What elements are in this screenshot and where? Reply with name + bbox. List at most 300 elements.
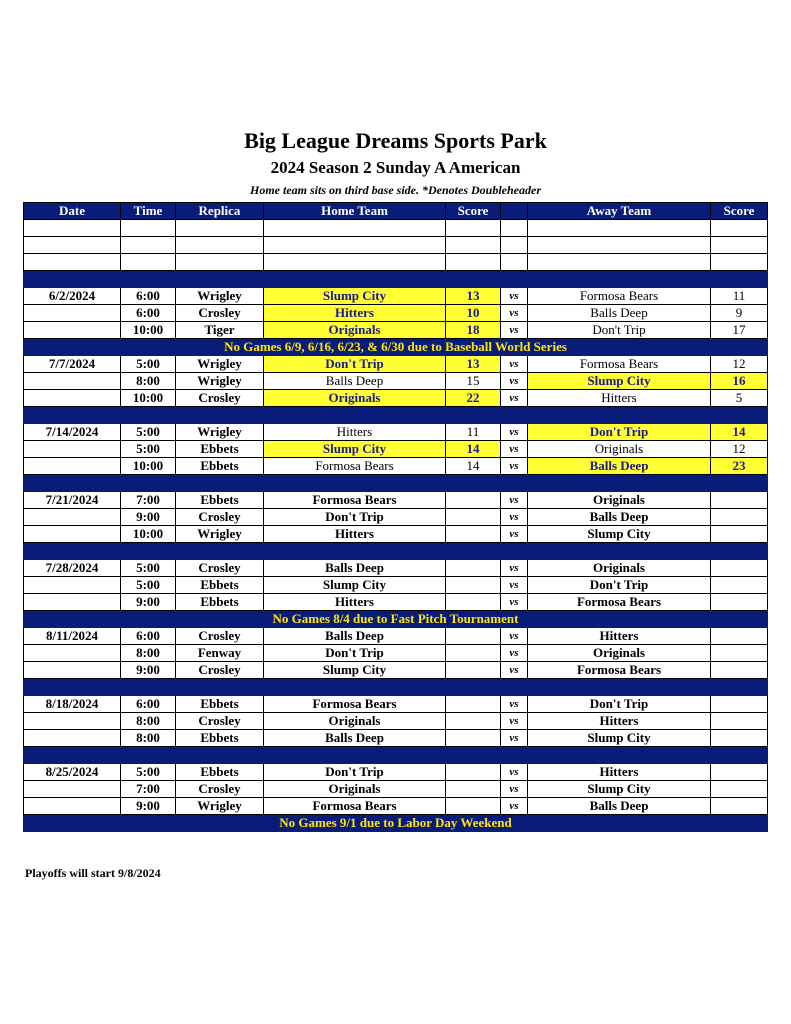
separator-row xyxy=(24,407,768,424)
time-cell: 8:00 xyxy=(121,730,176,747)
empty-cell xyxy=(446,475,501,492)
away-score-cell xyxy=(711,526,768,543)
time-cell: 8:00 xyxy=(121,713,176,730)
date-cell xyxy=(24,713,121,730)
home-team-cell: Balls Deep xyxy=(264,373,446,390)
home-team-cell: Originals xyxy=(264,390,446,407)
away-team-cell: Don't Trip xyxy=(528,577,711,594)
vs-cell: vs xyxy=(501,458,528,475)
empty-cell xyxy=(24,543,121,560)
home-score-cell: 13 xyxy=(446,288,501,305)
empty-cell xyxy=(121,271,176,288)
replica-cell: Wrigley xyxy=(176,356,264,373)
date-cell xyxy=(24,798,121,815)
replica-cell: Wrigley xyxy=(176,798,264,815)
game-row xyxy=(24,696,768,713)
empty-cell xyxy=(176,407,264,424)
away-team-cell: Formosa Bears xyxy=(528,356,711,373)
home-team-cell: Slump City xyxy=(264,441,446,458)
game-row xyxy=(24,492,768,509)
away-team-cell: Don't Trip xyxy=(528,696,711,713)
col-home-team-header: Home Team xyxy=(264,203,446,220)
away-team-cell: Hitters xyxy=(528,713,711,730)
away-score-cell: 9 xyxy=(711,305,768,322)
date-cell: 7/7/2024 xyxy=(24,356,121,373)
vs-cell: vs xyxy=(501,628,528,645)
empty-cell xyxy=(711,543,768,560)
empty-cell xyxy=(264,237,446,254)
date-cell xyxy=(24,577,121,594)
empty-cell xyxy=(528,254,711,271)
replica-cell: Ebbets xyxy=(176,458,264,475)
time-cell: 9:00 xyxy=(121,798,176,815)
empty-cell xyxy=(711,407,768,424)
empty-cell xyxy=(176,543,264,560)
notice-row xyxy=(24,815,768,832)
away-team-cell: Hitters xyxy=(528,628,711,645)
game-row xyxy=(24,713,768,730)
away-score-cell xyxy=(711,628,768,645)
empty-cell xyxy=(24,407,121,424)
col-time-header: Time xyxy=(121,203,176,220)
empty-cell xyxy=(264,543,446,560)
game-row xyxy=(24,560,768,577)
game-row xyxy=(24,305,768,322)
time-cell: 7:00 xyxy=(121,492,176,509)
time-cell: 5:00 xyxy=(121,441,176,458)
home-score-cell xyxy=(446,798,501,815)
time-cell: 10:00 xyxy=(121,458,176,475)
replica-cell: Wrigley xyxy=(176,526,264,543)
replica-cell: Ebbets xyxy=(176,730,264,747)
date-cell xyxy=(24,645,121,662)
away-team-cell: Formosa Bears xyxy=(528,288,711,305)
empty-cell xyxy=(528,747,711,764)
header-row xyxy=(24,203,768,220)
replica-cell: Wrigley xyxy=(176,424,264,441)
home-team-cell: Balls Deep xyxy=(264,628,446,645)
date-cell xyxy=(24,305,121,322)
empty-cell xyxy=(501,271,528,288)
home-score-cell: 14 xyxy=(446,458,501,475)
away-team-cell: Originals xyxy=(528,645,711,662)
away-score-cell xyxy=(711,730,768,747)
home-score-cell xyxy=(446,492,501,509)
col-away-score-header: Score xyxy=(711,203,768,220)
empty-cell xyxy=(528,220,711,237)
replica-cell: Ebbets xyxy=(176,441,264,458)
empty-cell xyxy=(501,237,528,254)
notice-row xyxy=(24,611,768,628)
home-score-cell: 11 xyxy=(446,424,501,441)
time-cell: 9:00 xyxy=(121,662,176,679)
home-score-cell xyxy=(446,628,501,645)
vs-cell: vs xyxy=(501,288,528,305)
date-cell: 6/2/2024 xyxy=(24,288,121,305)
away-score-cell xyxy=(711,492,768,509)
home-score-cell xyxy=(446,560,501,577)
empty-cell xyxy=(121,543,176,560)
empty-cell xyxy=(264,679,446,696)
home-team-cell: Slump City xyxy=(264,577,446,594)
away-score-cell: 17 xyxy=(711,322,768,339)
date-cell xyxy=(24,509,121,526)
time-cell: 6:00 xyxy=(121,288,176,305)
empty-cell xyxy=(176,237,264,254)
blank-row xyxy=(24,237,768,254)
empty-cell xyxy=(24,271,121,288)
empty-cell xyxy=(446,271,501,288)
empty-cell xyxy=(711,237,768,254)
empty-cell xyxy=(528,271,711,288)
home-team-cell: Don't Trip xyxy=(264,509,446,526)
vs-cell: vs xyxy=(501,730,528,747)
game-row xyxy=(24,373,768,390)
away-score-cell: 5 xyxy=(711,390,768,407)
empty-cell xyxy=(176,271,264,288)
time-cell: 5:00 xyxy=(121,560,176,577)
away-team-cell: Balls Deep xyxy=(528,509,711,526)
empty-cell xyxy=(446,220,501,237)
replica-cell: Crosley xyxy=(176,390,264,407)
home-score-cell: 13 xyxy=(446,356,501,373)
home-score-cell xyxy=(446,577,501,594)
empty-cell xyxy=(264,220,446,237)
vs-cell: vs xyxy=(501,373,528,390)
empty-cell xyxy=(711,220,768,237)
empty-cell xyxy=(711,679,768,696)
empty-cell xyxy=(528,679,711,696)
empty-cell xyxy=(501,747,528,764)
schedule-note: Home team sits on third base side. *Denotes Doubleheader xyxy=(250,183,541,197)
vs-cell: vs xyxy=(501,781,528,798)
away-score-cell: 14 xyxy=(711,424,768,441)
date-cell xyxy=(24,594,121,611)
home-team-cell: Don't Trip xyxy=(264,645,446,662)
home-score-cell xyxy=(446,781,501,798)
home-score-cell xyxy=(446,662,501,679)
game-row xyxy=(24,594,768,611)
date-cell xyxy=(24,373,121,390)
time-cell: 5:00 xyxy=(121,577,176,594)
time-cell: 8:00 xyxy=(121,645,176,662)
vs-cell: vs xyxy=(501,645,528,662)
empty-cell xyxy=(711,475,768,492)
empty-cell xyxy=(711,747,768,764)
time-cell: 5:00 xyxy=(121,764,176,781)
home-score-cell xyxy=(446,696,501,713)
empty-cell xyxy=(24,747,121,764)
replica-cell: Ebbets xyxy=(176,492,264,509)
season-title: 2024 Season 2 Sunday A American xyxy=(270,158,521,177)
empty-cell xyxy=(528,543,711,560)
home-score-cell: 22 xyxy=(446,390,501,407)
col-home-score-header: Score xyxy=(446,203,501,220)
replica-cell: Crosley xyxy=(176,628,264,645)
replica-cell: Ebbets xyxy=(176,594,264,611)
away-score-cell xyxy=(711,781,768,798)
home-team-cell: Originals xyxy=(264,713,446,730)
game-row xyxy=(24,730,768,747)
away-score-cell xyxy=(711,696,768,713)
away-team-cell: Originals xyxy=(528,441,711,458)
schedule-table xyxy=(23,202,768,832)
notice-text: No Games 8/4 due to Fast Pitch Tournament xyxy=(24,611,768,628)
game-row xyxy=(24,526,768,543)
away-score-cell xyxy=(711,560,768,577)
replica-cell: Crosley xyxy=(176,662,264,679)
empty-cell xyxy=(528,407,711,424)
empty-cell xyxy=(24,475,121,492)
time-cell: 6:00 xyxy=(121,305,176,322)
time-cell: 10:00 xyxy=(121,526,176,543)
vs-cell: vs xyxy=(501,305,528,322)
empty-cell xyxy=(176,747,264,764)
home-score-cell xyxy=(446,764,501,781)
game-row xyxy=(24,764,768,781)
empty-cell xyxy=(446,237,501,254)
empty-cell xyxy=(176,475,264,492)
away-team-cell: Formosa Bears xyxy=(528,594,711,611)
time-cell: 5:00 xyxy=(121,424,176,441)
date-cell xyxy=(24,322,121,339)
date-cell: 7/21/2024 xyxy=(24,492,121,509)
away-team-cell: Formosa Bears xyxy=(528,662,711,679)
away-score-cell xyxy=(711,645,768,662)
home-score-cell xyxy=(446,526,501,543)
away-team-cell: Balls Deep xyxy=(528,798,711,815)
date-cell xyxy=(24,390,121,407)
time-cell: 6:00 xyxy=(121,696,176,713)
home-score-cell xyxy=(446,594,501,611)
away-score-cell xyxy=(711,798,768,815)
away-team-cell: Balls Deep xyxy=(528,305,711,322)
date-cell: 7/28/2024 xyxy=(24,560,121,577)
time-cell: 5:00 xyxy=(121,356,176,373)
away-score-cell xyxy=(711,509,768,526)
home-score-cell xyxy=(446,645,501,662)
vs-cell: vs xyxy=(501,560,528,577)
replica-cell: Ebbets xyxy=(176,577,264,594)
empty-cell xyxy=(528,475,711,492)
empty-cell xyxy=(264,254,446,271)
vs-cell: vs xyxy=(501,390,528,407)
col-replica-header: Replica xyxy=(176,203,264,220)
away-team-cell: Slump City xyxy=(528,781,711,798)
empty-cell xyxy=(446,407,501,424)
vs-cell: vs xyxy=(501,492,528,509)
empty-cell xyxy=(446,254,501,271)
vs-cell: vs xyxy=(501,424,528,441)
col-date-header: Date xyxy=(24,203,121,220)
empty-cell xyxy=(528,237,711,254)
separator-row xyxy=(24,271,768,288)
empty-cell xyxy=(711,271,768,288)
home-team-cell: Originals xyxy=(264,322,446,339)
empty-cell xyxy=(501,220,528,237)
home-team-cell: Slump City xyxy=(264,662,446,679)
home-team-cell: Hitters xyxy=(264,305,446,322)
empty-cell xyxy=(121,407,176,424)
replica-cell: Ebbets xyxy=(176,764,264,781)
empty-cell xyxy=(176,220,264,237)
vs-cell: vs xyxy=(501,577,528,594)
game-row xyxy=(24,781,768,798)
away-score-cell: 12 xyxy=(711,356,768,373)
away-score-cell: 16 xyxy=(711,373,768,390)
notice-text: No Games 9/1 due to Labor Day Weekend xyxy=(24,815,768,832)
away-team-cell: Don't Trip xyxy=(528,322,711,339)
away-team-cell: Slump City xyxy=(528,526,711,543)
separator-row xyxy=(24,543,768,560)
home-team-cell: Balls Deep xyxy=(264,730,446,747)
vs-cell: vs xyxy=(501,662,528,679)
empty-cell xyxy=(501,543,528,560)
away-team-cell: Hitters xyxy=(528,764,711,781)
empty-cell xyxy=(121,747,176,764)
game-row xyxy=(24,390,768,407)
time-cell: 8:00 xyxy=(121,373,176,390)
home-score-cell: 18 xyxy=(446,322,501,339)
home-team-cell: Originals xyxy=(264,781,446,798)
away-score-cell: 23 xyxy=(711,458,768,475)
separator-row xyxy=(24,747,768,764)
empty-cell xyxy=(446,747,501,764)
game-row xyxy=(24,628,768,645)
page-title: Big League Dreams Sports Park xyxy=(244,128,547,153)
home-team-cell: Hitters xyxy=(264,424,446,441)
col-vs-header xyxy=(501,203,528,220)
empty-cell xyxy=(501,679,528,696)
empty-cell xyxy=(24,679,121,696)
home-team-cell: Formosa Bears xyxy=(264,696,446,713)
vs-cell: vs xyxy=(501,322,528,339)
replica-cell: Fenway xyxy=(176,645,264,662)
away-score-cell xyxy=(711,577,768,594)
schedule-body xyxy=(24,220,768,832)
date-cell xyxy=(24,730,121,747)
replica-cell: Crosley xyxy=(176,305,264,322)
home-score-cell xyxy=(446,713,501,730)
empty-cell xyxy=(264,271,446,288)
home-score-cell xyxy=(446,730,501,747)
empty-cell xyxy=(176,679,264,696)
empty-cell xyxy=(501,254,528,271)
notice-row xyxy=(24,339,768,356)
game-row xyxy=(24,322,768,339)
empty-cell xyxy=(501,475,528,492)
away-score-cell xyxy=(711,594,768,611)
game-row xyxy=(24,577,768,594)
game-row xyxy=(24,798,768,815)
game-row xyxy=(24,645,768,662)
vs-cell: vs xyxy=(501,509,528,526)
separator-row xyxy=(24,475,768,492)
empty-cell xyxy=(121,254,176,271)
away-score-cell xyxy=(711,764,768,781)
home-team-cell: Hitters xyxy=(264,594,446,611)
vs-cell: vs xyxy=(501,441,528,458)
vs-cell: vs xyxy=(501,526,528,543)
separator-row xyxy=(24,679,768,696)
date-cell xyxy=(24,781,121,798)
away-team-cell: Balls Deep xyxy=(528,458,711,475)
empty-cell xyxy=(446,679,501,696)
away-team-cell: Originals xyxy=(528,492,711,509)
time-cell: 10:00 xyxy=(121,322,176,339)
replica-cell: Wrigley xyxy=(176,288,264,305)
blank-row xyxy=(24,220,768,237)
home-team-cell: Formosa Bears xyxy=(264,798,446,815)
empty-cell xyxy=(264,407,446,424)
replica-cell: Crosley xyxy=(176,509,264,526)
empty-cell xyxy=(264,475,446,492)
replica-cell: Ebbets xyxy=(176,696,264,713)
home-score-cell: 10 xyxy=(446,305,501,322)
empty-cell xyxy=(501,407,528,424)
vs-cell: vs xyxy=(501,594,528,611)
vs-cell: vs xyxy=(501,713,528,730)
game-row xyxy=(24,509,768,526)
game-row xyxy=(24,662,768,679)
away-team-cell: Hitters xyxy=(528,390,711,407)
empty-cell xyxy=(24,237,121,254)
game-row xyxy=(24,288,768,305)
vs-cell: vs xyxy=(501,696,528,713)
empty-cell xyxy=(121,220,176,237)
replica-cell: Crosley xyxy=(176,781,264,798)
time-cell: 10:00 xyxy=(121,390,176,407)
vs-cell: vs xyxy=(501,764,528,781)
home-team-cell: Slump City xyxy=(264,288,446,305)
time-cell: 9:00 xyxy=(121,509,176,526)
empty-cell xyxy=(121,237,176,254)
replica-cell: Tiger xyxy=(176,322,264,339)
empty-cell xyxy=(24,220,121,237)
away-team-cell: Don't Trip xyxy=(528,424,711,441)
replica-cell: Crosley xyxy=(176,713,264,730)
vs-cell: vs xyxy=(501,356,528,373)
empty-cell xyxy=(121,679,176,696)
away-team-cell: Originals xyxy=(528,560,711,577)
empty-cell xyxy=(446,543,501,560)
empty-cell xyxy=(121,475,176,492)
playoffs-note: Playoffs will start 9/8/2024 xyxy=(25,866,161,880)
date-cell: 7/14/2024 xyxy=(24,424,121,441)
home-team-cell: Don't Trip xyxy=(264,356,446,373)
replica-cell: Crosley xyxy=(176,560,264,577)
home-team-cell: Formosa Bears xyxy=(264,458,446,475)
away-score-cell: 12 xyxy=(711,441,768,458)
time-cell: 7:00 xyxy=(121,781,176,798)
empty-cell xyxy=(264,747,446,764)
empty-cell xyxy=(711,254,768,271)
away-score-cell xyxy=(711,662,768,679)
date-cell xyxy=(24,526,121,543)
blank-row xyxy=(24,254,768,271)
away-team-cell: Slump City xyxy=(528,373,711,390)
vs-cell: vs xyxy=(501,798,528,815)
away-score-cell: 11 xyxy=(711,288,768,305)
home-team-cell: Hitters xyxy=(264,526,446,543)
game-row xyxy=(24,356,768,373)
date-cell xyxy=(24,458,121,475)
time-cell: 9:00 xyxy=(121,594,176,611)
home-score-cell xyxy=(446,509,501,526)
game-row xyxy=(24,441,768,458)
home-score-cell: 14 xyxy=(446,441,501,458)
notice-text: No Games 6/9, 6/16, 6/23, & 6/30 due to Baseball World Series xyxy=(24,339,768,356)
